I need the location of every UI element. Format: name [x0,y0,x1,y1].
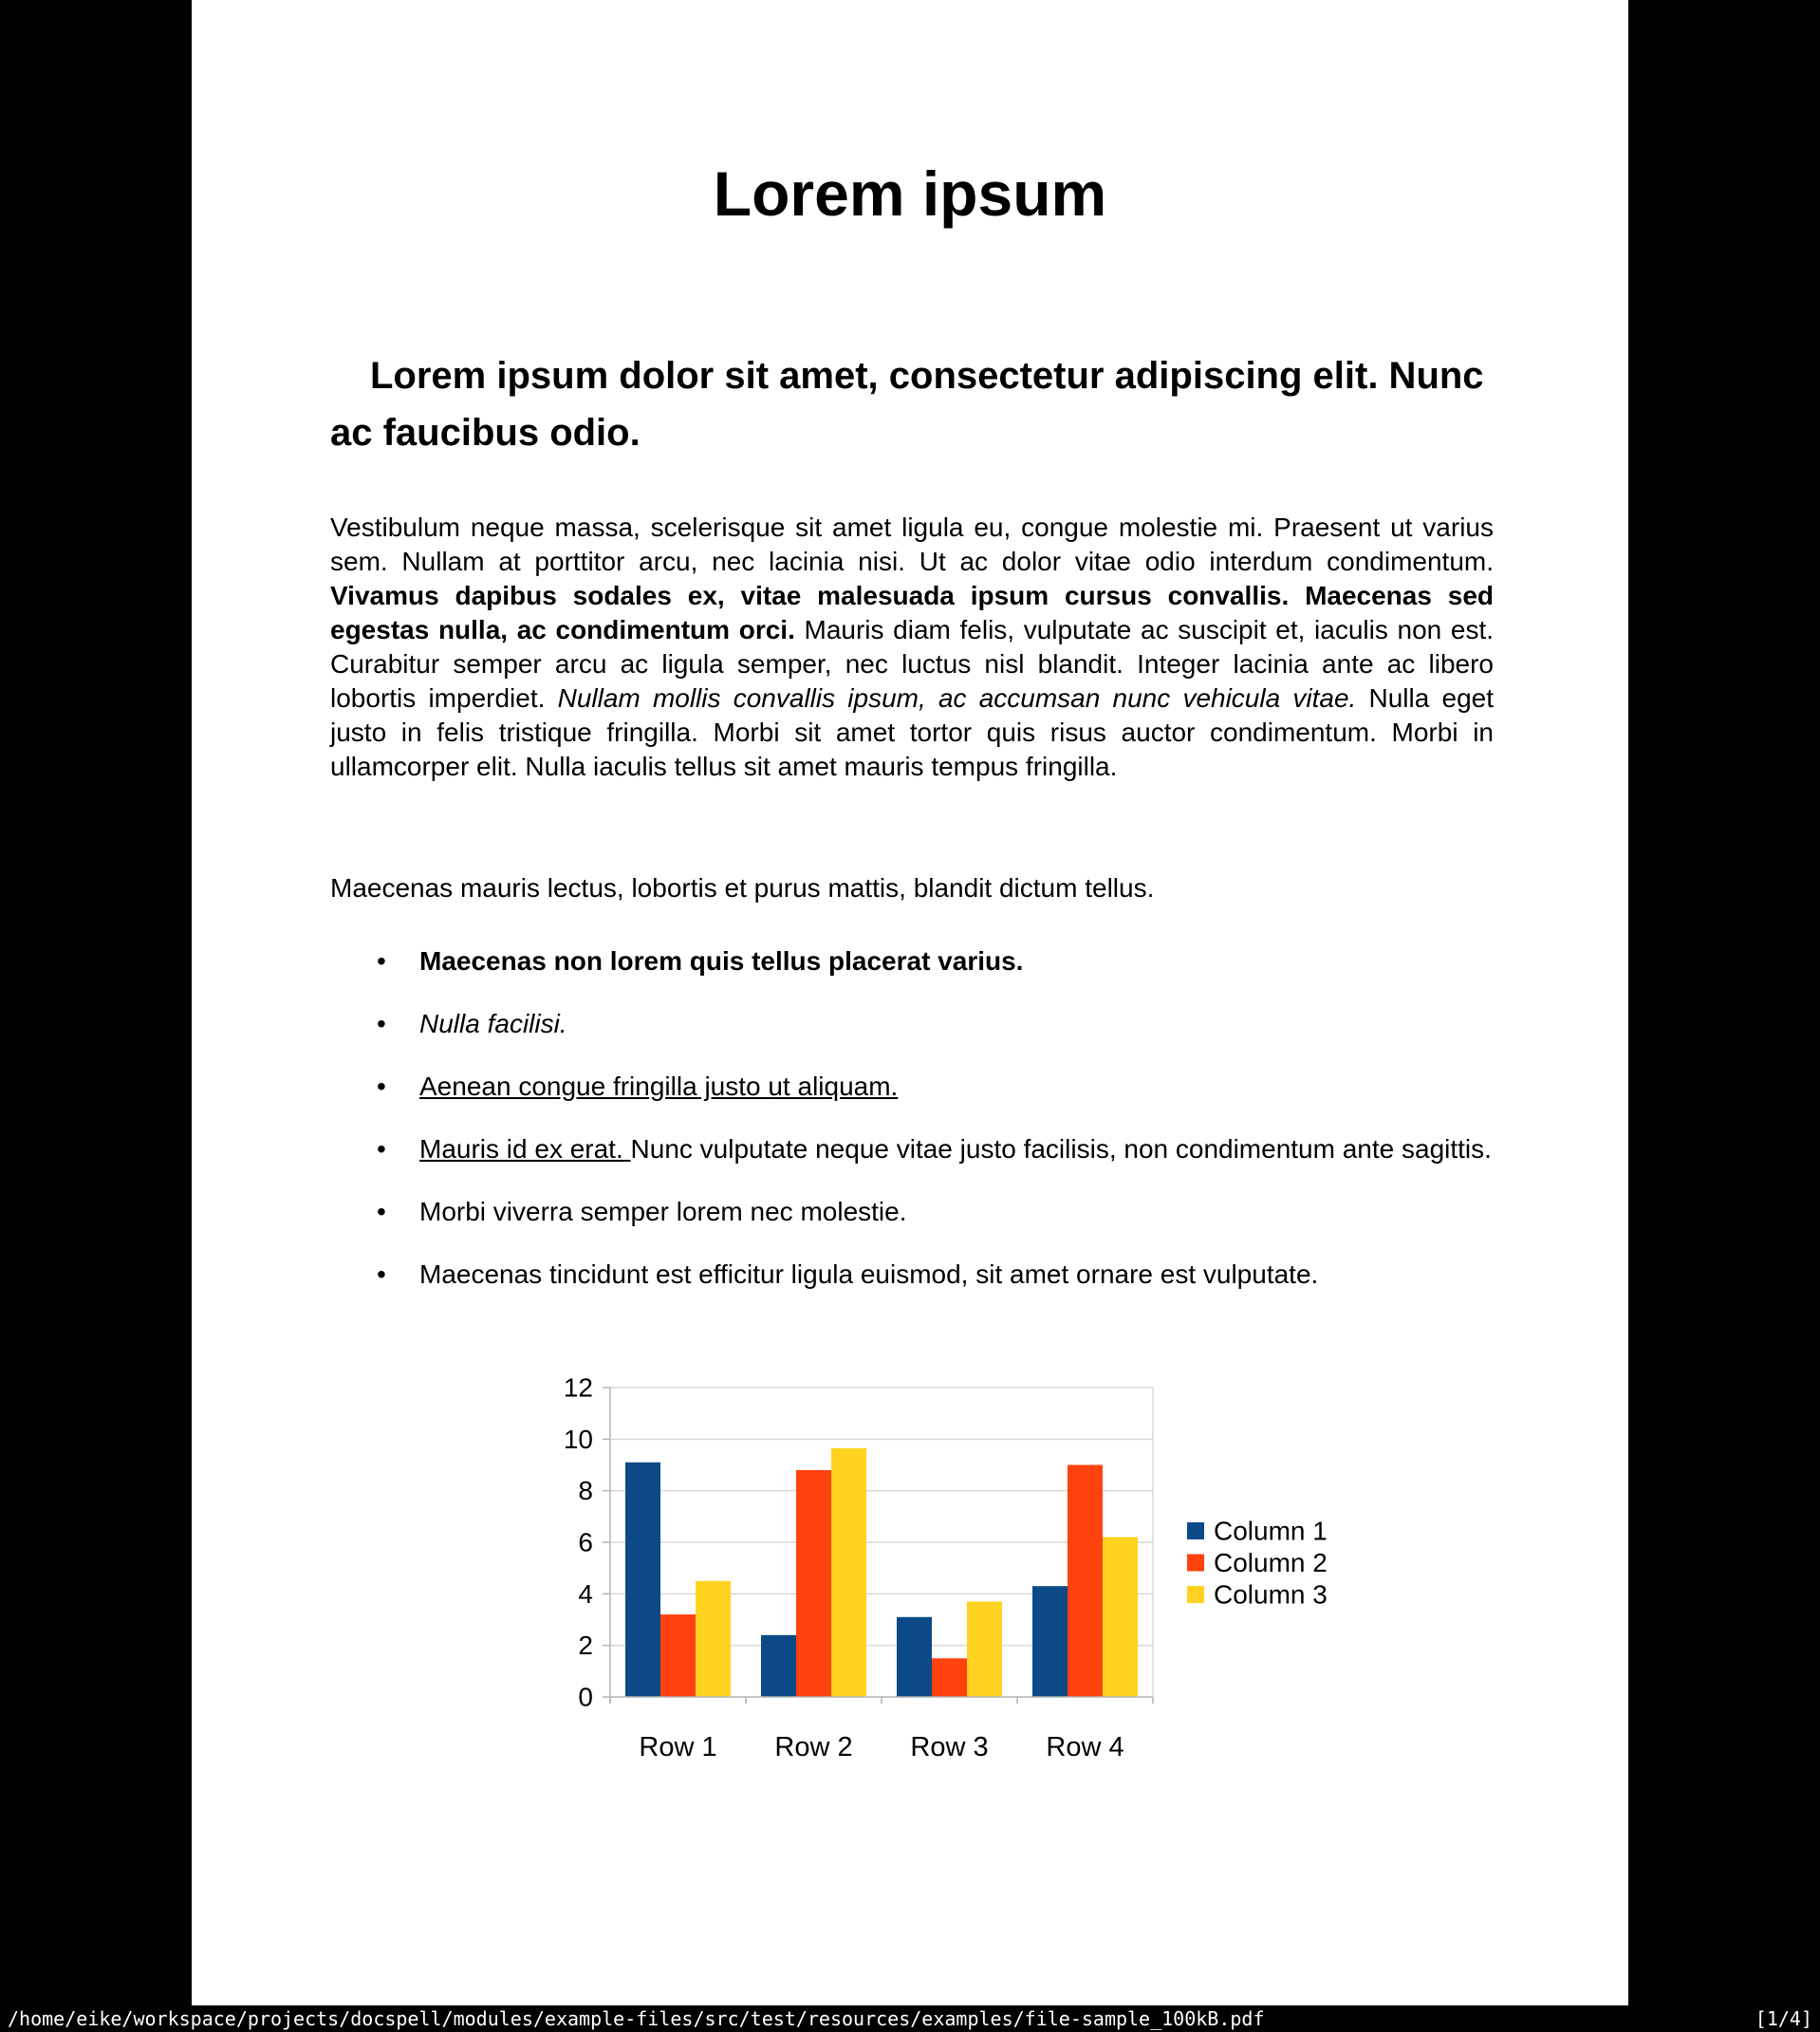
legend-swatch [1187,1522,1204,1539]
bar [761,1635,796,1697]
bar [1032,1586,1068,1697]
text-segment-normal: Nunc vulputate neque vitae justo facilisis, non condimentum ante sagittis. [630,1134,1492,1164]
text-segment-normal: Maecenas tincidunt est efficitur ligula euismod, sit amet ornare est vulputate. [419,1259,1319,1289]
y-tick-label: 2 [578,1631,593,1661]
list-item [377,1007,1498,1041]
bullet-icon: • [377,1197,386,1226]
list-item-text [419,1009,567,1038]
x-category-label: Row 3 [910,1732,989,1762]
text-segment-bold: Maecenas non lorem quis tellus placerat varius. [419,946,1024,976]
list-item-text [419,1259,1318,1289]
bar [1068,1465,1103,1698]
x-axis-labels [639,1732,1124,1762]
document-subtitle: Lorem ipsum dolor sit amet, consectetur adipiscing elit. Nunc ac faucibus odio. [330,355,1484,454]
list-item [377,1132,1498,1166]
list-item [377,1195,1498,1229]
y-tick-label: 12 [563,1372,593,1403]
bar [696,1581,731,1697]
x-category-label: Row 2 [774,1732,853,1762]
document-title: Lorem ipsum [713,158,1107,229]
x-category-label: Row 1 [639,1732,717,1762]
bullet-icon: • [377,1009,386,1038]
list-item [377,1258,1498,1292]
legend-label: Column 1 [1214,1516,1328,1546]
text-segment-italic: Nullam mollis convallis ipsum, ac accumsan nunc vehicula vitae. [557,683,1357,713]
y-tick-label: 10 [563,1424,593,1454]
bullet-icon: • [377,1072,386,1101]
list-item-text [419,1072,898,1101]
bar [897,1617,932,1697]
bullet-icon: • [377,1134,386,1164]
text-segment-italic: Nulla facilisi. [419,1009,567,1038]
bar [932,1658,967,1697]
list-item [377,944,1498,979]
bar-chart [408,1357,1376,1784]
y-axis-labels [564,1373,593,1712]
y-tick-label: 6 [578,1527,593,1557]
legend-swatch [1187,1586,1204,1603]
list-item-text [419,1134,1492,1164]
y-tick-label: 0 [578,1682,593,1712]
bullet-icon: • [377,946,386,976]
bar [1103,1538,1138,1697]
chart-legend [1187,1517,1328,1610]
y-tick-label: 8 [578,1476,593,1506]
list-item-text [419,946,1023,976]
legend-label: Column 3 [1214,1579,1328,1610]
text-segment-normal: Nulla eget justo in felis tristique fringilla. Morbi sit amet tortor quis risus auctor condimentum. Morbi in ullamcorper elit. Nulla iaculis tellus sit amet mauris tempus fringilla. [330,683,1494,781]
status-page-indicator: [1/4] [1755,2007,1812,2030]
body-paragraph-2: Maecenas mauris lectus, lobortis et purus mattis, blandit dictum tellus. [330,873,1155,903]
bar [796,1470,831,1697]
text-segment-underline: Aenean congue fringilla justo ut aliquam. [419,1072,899,1101]
x-category-label: Row 4 [1046,1732,1124,1762]
pdf-page [192,0,1628,2005]
text-segment-normal: Vestibulum neque massa, scelerisque sit amet ligula eu, congue molestie mi. Praesent ut varius sem. Nullam at porttitor arcu, nec lacinia nisi. Ut ac dolor vitae odio interdum condimentum. [330,513,1494,576]
bar [660,1614,696,1697]
text-segment-normal: Morbi viverra semper lorem nec molestie. [419,1197,907,1226]
body-paragraph-1 [330,511,1494,784]
legend-swatch [1187,1555,1204,1572]
status-file-path: /home/eike/workspace/projects/docspell/modules/example-files/src/test/resources/examples/file-sample_100kB.pdf [8,2007,1265,2030]
text-segment-bold: Vivamus dapibus sodales ex, vitae malesuada ipsum cursus convallis. Maecenas sed egestas nulla, ac condimentum orci. [330,581,1494,644]
legend-label: Column 2 [1214,1548,1328,1577]
text-segment-normal: Mauris diam felis, vulputate ac suscipit et, iaculis non est. Curabitur semper arcu ac ligula semper, nec luctus nisl blandit. Integer lacinia ante ac libero lobortis imperdiet. [330,615,1495,713]
text-segment-underline: Mauris id ex erat. [419,1134,631,1164]
bar [967,1601,1002,1697]
bullet-list [377,944,1498,1320]
bullet-icon: • [377,1259,386,1289]
status-bar [0,2005,1820,2032]
bar [831,1448,866,1697]
list-item-text [419,1197,907,1226]
bar [625,1463,660,1697]
y-tick-label: 4 [578,1578,593,1609]
list-item [377,1070,1498,1104]
